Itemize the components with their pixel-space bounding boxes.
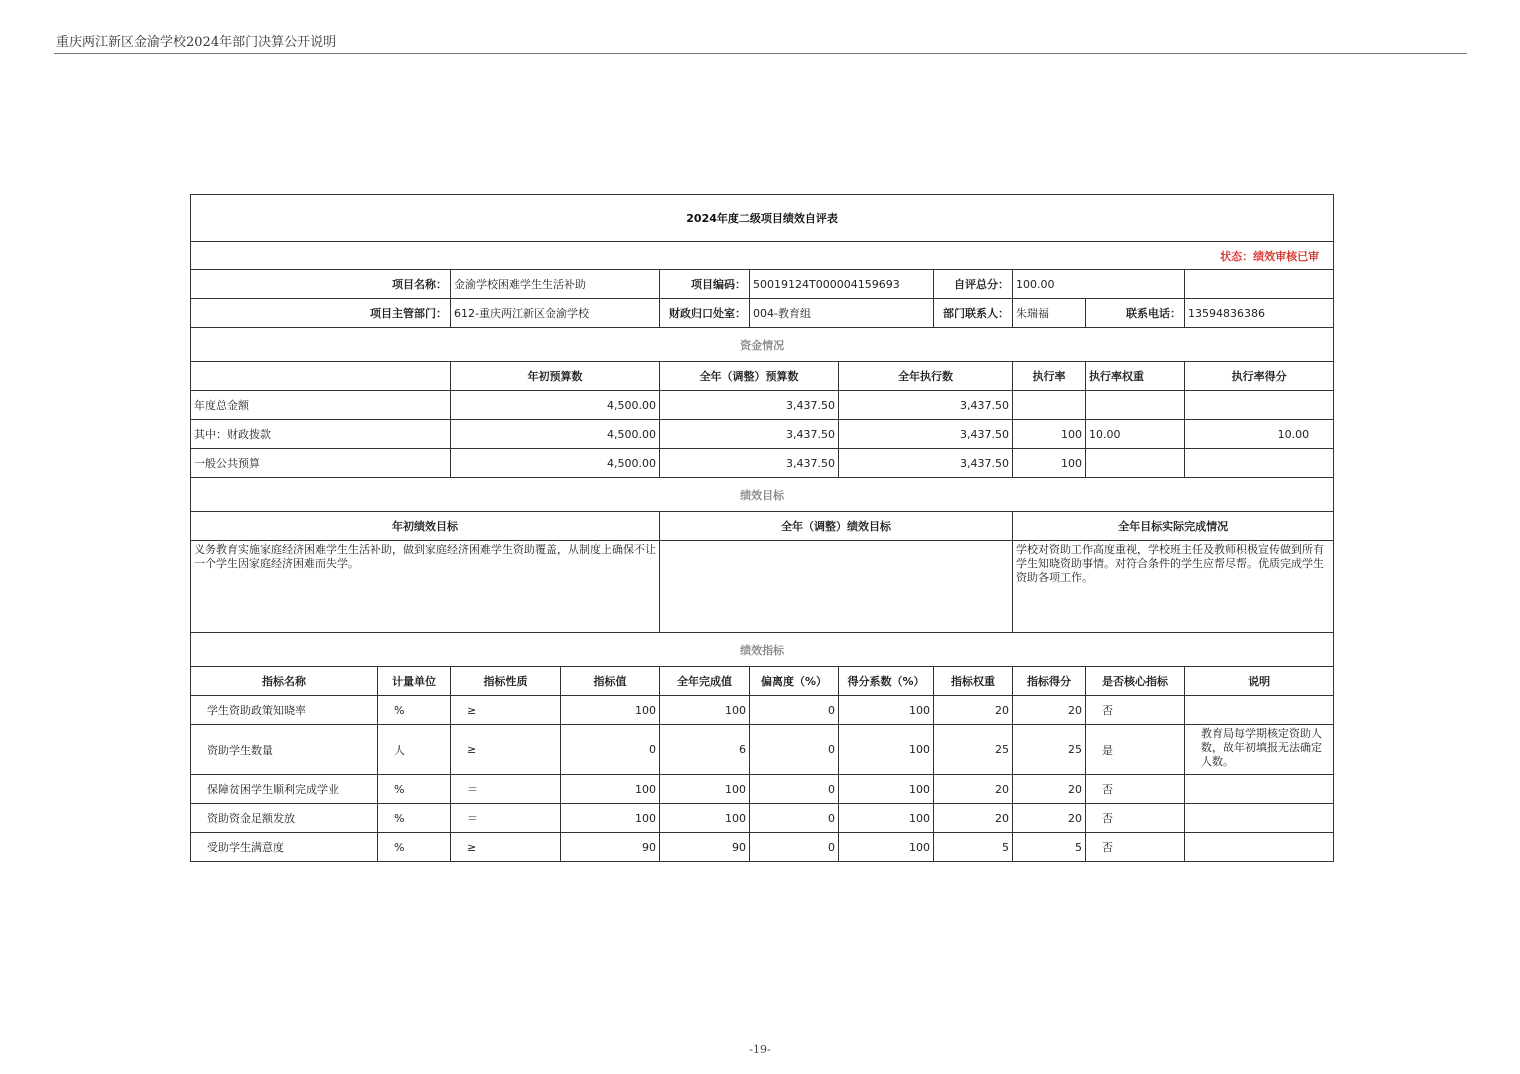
indicator-coefficient: 100 [839,725,934,775]
indicator-deviation: 0 [750,725,839,775]
indicator-unit: % [378,775,451,804]
indicator-score: 5 [1013,833,1086,862]
dept-label: 项目主管部门： [191,299,451,328]
goals-header: 全年（调整）绩效目标 [660,512,1013,541]
project-code-value: 50019124T000004159693 [750,270,934,299]
indicator-done: 100 [660,804,750,833]
status-label: 状态：绩效审核已审 [191,242,1334,270]
indicator-weight: 20 [934,775,1013,804]
indicator-value: 90 [561,833,660,862]
contact-value: 朱瑞福 [1013,299,1086,328]
indicator-coefficient: 100 [839,833,934,862]
indicator-core: 否 [1086,833,1185,862]
actual-completion-text: 学校对资助工作高度重视，学校班主任及教师积极宣传做到所有学生知晓资助事情。对符合条件的学生应帮尽帮。优质完成学生资助各项工作。 [1013,541,1334,633]
indicator-header: 全年完成值 [660,667,750,696]
indicator-score: 25 [1013,725,1086,775]
indicator-coefficient: 100 [839,696,934,725]
page-header: 重庆两江新区金渝学校2024年部门决算公开说明 [56,35,337,50]
indicator-core: 否 [1086,804,1185,833]
goals-section-title: 绩效目标 [191,478,1334,512]
project-name-value: 金渝学校困难学生生活补助 [451,270,660,299]
funds-weight: 10.00 [1086,420,1185,449]
indicator-header: 计量单位 [378,667,451,696]
indicator-weight: 5 [934,833,1013,862]
indicator-header: 指标值 [561,667,660,696]
funds-header: 全年（调整）预算数 [660,362,839,391]
indicator-header: 得分系数（%） [839,667,934,696]
indicator-unit: 人 [378,725,451,775]
indicator-value: 100 [561,775,660,804]
phone-label: 联系电话： [1086,299,1185,328]
funds-header: 执行率权重 [1086,362,1185,391]
indicator-unit: % [378,696,451,725]
indicator-header: 指标得分 [1013,667,1086,696]
funds-rate: 100 [1013,449,1086,478]
indicator-unit: % [378,833,451,862]
funds-header-blank [191,362,451,391]
funds-row [191,449,1334,478]
indicator-note [1185,775,1334,804]
indicator-weight: 25 [934,725,1013,775]
indicator-unit: % [378,804,451,833]
funds-header: 全年执行数 [839,362,1013,391]
indicator-deviation: 0 [750,696,839,725]
funds-header: 执行率 [1013,362,1086,391]
indicator-header: 指标性质 [451,667,561,696]
funds-executed: 3,437.50 [839,420,1013,449]
adjusted-goal-text [660,541,1013,633]
indicator-core: 否 [1086,696,1185,725]
funds-score [1185,449,1334,478]
indicator-core: 是 [1086,725,1185,775]
indicator-header: 说明 [1185,667,1334,696]
indicator-row [191,833,1334,862]
indicator-row [191,775,1334,804]
initial-goal-text: 义务教育实施家庭经济困难学生生活补助，做到家庭经济困难学生资助覆盖，从制度上确保不让一个学生因家庭经济困难而失学。 [191,541,660,633]
indicator-value: 100 [561,804,660,833]
indicator-coefficient: 100 [839,775,934,804]
indicator-name: 保障贫困学生顺利完成学业 [191,775,378,804]
goals-header: 全年目标实际完成情况 [1013,512,1334,541]
funds-header: 执行率得分 [1185,362,1334,391]
funds-initial: 4,500.00 [451,420,660,449]
funds-row [191,391,1334,420]
finance-office-value: 004-教育组 [750,299,934,328]
indicator-nature: ≥ [451,696,561,725]
indicator-coefficient: 100 [839,804,934,833]
funds-initial: 4,500.00 [451,449,660,478]
goals-header: 年初绩效目标 [191,512,660,541]
indicator-score: 20 [1013,696,1086,725]
indicator-header: 偏离度（%） [750,667,839,696]
project-name-label: 项目名称： [191,270,451,299]
indicator-weight: 20 [934,804,1013,833]
indicator-score: 20 [1013,804,1086,833]
indicator-deviation: 0 [750,804,839,833]
indicator-value: 0 [561,725,660,775]
header-divider [54,53,1467,54]
funds-executed: 3,437.50 [839,449,1013,478]
indicator-row [191,696,1334,725]
indicator-nature: ＝ [451,775,561,804]
indicator-done: 6 [660,725,750,775]
indicator-name: 资助学生数量 [191,725,378,775]
indicator-deviation: 0 [750,833,839,862]
funds-initial: 4,500.00 [451,391,660,420]
funds-adjusted: 3,437.50 [660,420,839,449]
indicator-header: 指标名称 [191,667,378,696]
funds-executed: 3,437.50 [839,391,1013,420]
indicator-row [191,725,1334,775]
funds-weight [1086,391,1185,420]
indicator-nature: ＝ [451,804,561,833]
funds-score: 10.00 [1185,420,1334,449]
dept-value: 612-重庆两江新区金渝学校 [451,299,660,328]
indicator-done: 100 [660,696,750,725]
indicators-section-title: 绩效指标 [191,633,1334,667]
funds-score [1185,391,1334,420]
self-score-value: 100.00 [1013,270,1185,299]
indicator-name: 受助学生满意度 [191,833,378,862]
indicator-done: 100 [660,775,750,804]
indicator-nature: ≥ [451,833,561,862]
empty-cell [1185,270,1334,299]
funds-adjusted: 3,437.50 [660,391,839,420]
indicator-weight: 20 [934,696,1013,725]
finance-office-label: 财政归口处室： [660,299,750,328]
self-score-label: 自评总分： [934,270,1013,299]
indicator-name: 资助资金足额发放 [191,804,378,833]
indicator-core: 否 [1086,775,1185,804]
funds-row [191,420,1334,449]
indicator-note [1185,833,1334,862]
indicator-note [1185,696,1334,725]
page-number: -19- [749,1043,771,1056]
funds-rate [1013,391,1086,420]
contact-label: 部门联系人： [934,299,1013,328]
funds-row-name: 一般公共预算 [191,449,451,478]
indicator-name: 学生资助政策知晓率 [191,696,378,725]
indicator-deviation: 0 [750,775,839,804]
indicator-note [1185,804,1334,833]
indicator-score: 20 [1013,775,1086,804]
funds-row-name: 其中：财政拨款 [191,420,451,449]
indicator-header: 是否核心指标 [1086,667,1185,696]
funds-section-title: 资金情况 [191,328,1334,362]
indicator-header: 指标权重 [934,667,1013,696]
indicator-row [191,804,1334,833]
performance-self-evaluation-table [190,194,1334,862]
form-title: 2024年度二级项目绩效自评表 [191,195,1334,242]
phone-value: 13594836386 [1185,299,1334,328]
indicator-done: 90 [660,833,750,862]
indicator-note: 教育局每学期核定资助人数，故年初填报无法确定人数。 [1185,725,1334,775]
funds-row-name: 年度总金额 [191,391,451,420]
indicator-nature: ≥ [451,725,561,775]
indicator-value: 100 [561,696,660,725]
funds-adjusted: 3,437.50 [660,449,839,478]
funds-header: 年初预算数 [451,362,660,391]
funds-weight [1086,449,1185,478]
funds-rate: 100 [1013,420,1086,449]
project-code-label: 项目编码： [660,270,750,299]
